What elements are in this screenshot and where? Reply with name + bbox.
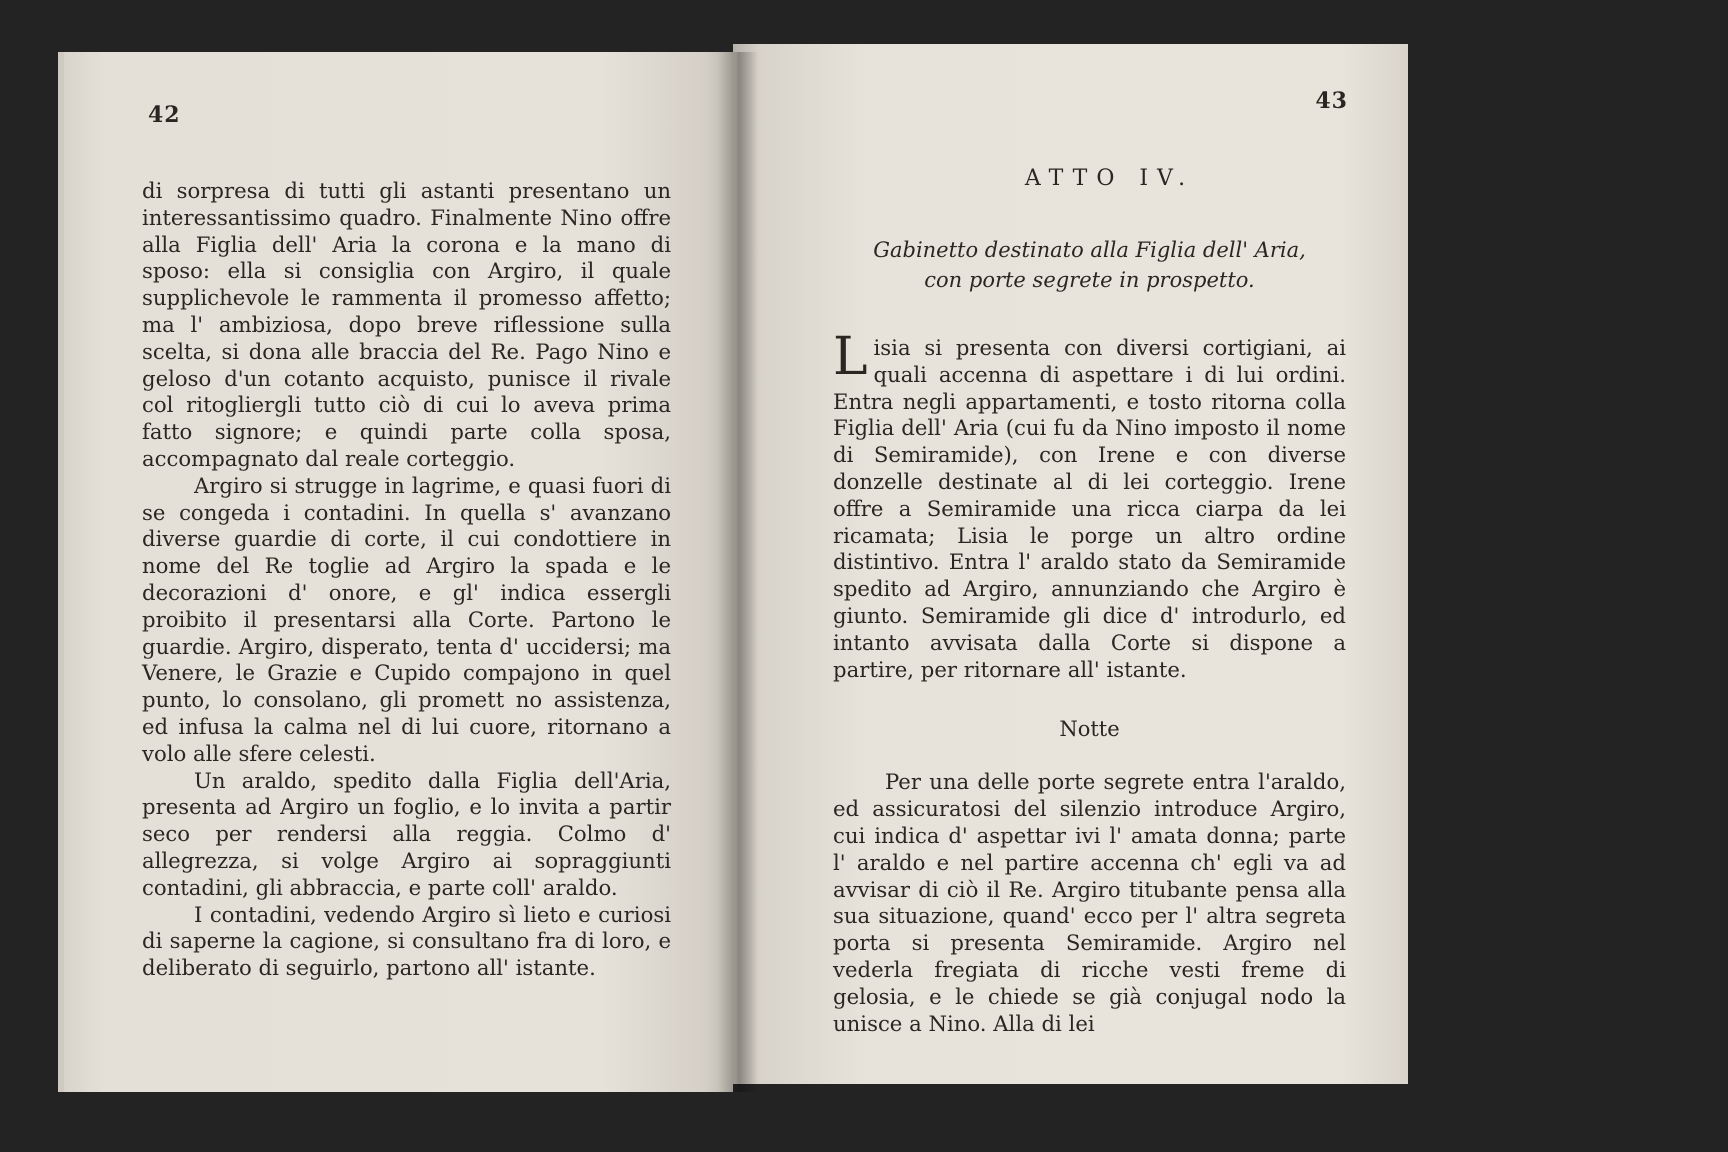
scene-line-1: Gabinetto destinato alla Figlia dell' Aria, [873, 238, 1306, 262]
left-page-text [142, 178, 671, 982]
scene-line-2: con porte segrete in prospetto. [924, 268, 1255, 292]
page-number-left: 42 [148, 102, 181, 128]
act-title: ATTO IV. [1024, 166, 1195, 191]
left-page [58, 52, 733, 1092]
scene-description [833, 235, 1346, 295]
subheading-notte: Notte [1059, 717, 1120, 742]
left-paragraph-1: di sorpresa di tutti gli astanti presentano un interessantissimo quadro. Finalmente Nino offre alla Figlia dell' Aria la corona e la mano di sposo: ella si consiglia con Argiro, il quale supplichevole le rammenta il promesso affetto; ma l' ambiziosa, dopo breve riflessione sulla scelta, si dona alle braccia del Re. Pago Nino e geloso d'un cotanto acquisto, punisce il rivale col ritogliergli tutto ciò di cui lo aveva prima fatto signore; e quindi parte colla sposa, accompagnato dal reale corteggio. [142, 178, 671, 471]
right-paragraph-2: Per una delle porte segrete entra l'araldo, ed assicuratosi del silenzio introduce Argiro, cui indica d' aspettar ivi l' amata donna; parte l' araldo e nel partire accenna ch' egli va ad avvisar di ciò il Re. Argiro titubante pensa alla sua situazione, quand' ecco per l' altra segreta porta si presenta Semiramide. Argiro nel vederla fregiata di ricche vesti freme di gelosia, e le chiede se già conjugal nodo la unisce a Nino. Alla di lei [833, 769, 1346, 1036]
drop-cap: L [833, 327, 868, 387]
right-paragraph-1-text: isia si presenta con diversi cortigiani, ai quali accenna di aspettare i di lui ordini. Entra negli appartamenti, e tosto ritorna colla Figlia dell' Aria (cui fu da Nino imposto il nome di Semiramide), con Irene e con diverse donzelle destinate al di lei corteggio. Irene offre a Semiramide una ricca ciarpa da lei ricamata; Lisia le porge un altro ordine distintivo. Entra l' araldo stato da Semiramide spedito ad Argiro, annunziando che Argiro è giunto. Semiramide gli dice d' introdurlo, ed intanto avvisata dalla Corte si dispone a partire, per ritornare all' istante. [833, 335, 1346, 682]
page-number-right: 43 [1315, 88, 1348, 114]
left-paragraph-2: Argiro si strugge in lagrime, e quasi fuori di se congeda i contadini. In quella s' avanzano diverse guardie di corte, il cui condottiere in nome del Re toglie ad Argiro la spada e le decorazioni d' onore, e gl' indica essergli proibito il presentarsi alla Corte. Partono le guardie. Argiro, disperato, tenta d' uccidersi; ma Venere, le Grazie e Cupido compajono in quel punto, lo consolano, gli promett no assistenza, ed infusa la calma nel di lui cuore, ritornano a volo alle sfere celesti. [142, 472, 671, 766]
left-paragraph-3: Un araldo, spedito dalla Figlia dell'Aria, presenta ad Argiro un foglio, e lo invita a partir seco per rendersi alla reggia. Colmo d' allegrezza, si volge Argiro ai sopraggiunti contadini, gli abbraccia, e parte coll' araldo. [142, 767, 671, 900]
open-book [58, 52, 1408, 1092]
left-paragraph-4: I contadini, vedendo Argiro sì lieto e curiosi di saperne la cagione, si consultano fra di loro, e deliberato di seguirlo, partono all' istante. [142, 901, 671, 981]
right-paragraph-1 [833, 327, 1346, 683]
right-page-text [833, 327, 1346, 1037]
right-page [733, 44, 1408, 1084]
